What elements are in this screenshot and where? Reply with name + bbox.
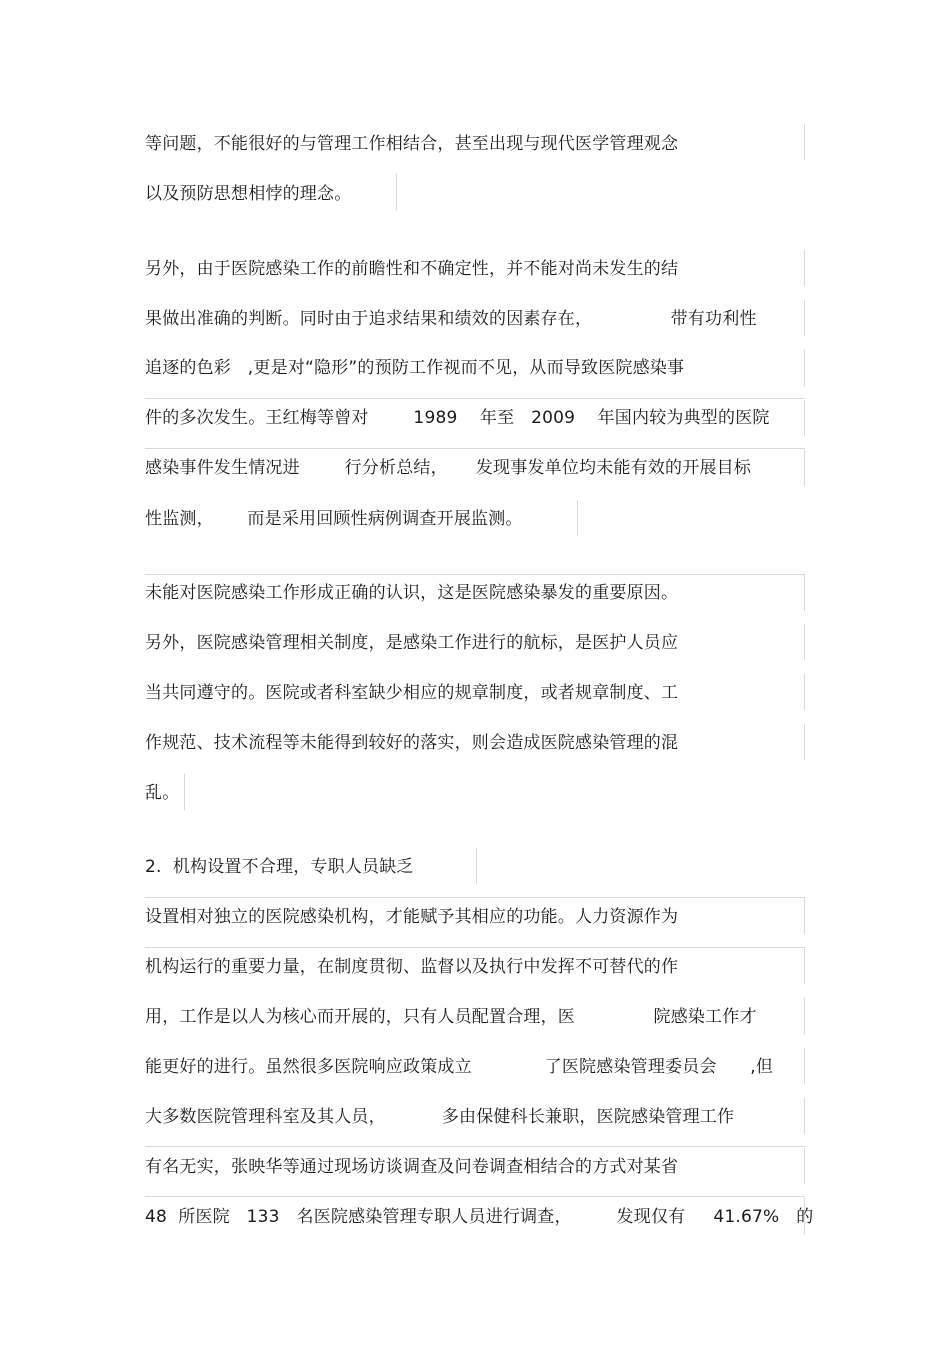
scan-artifact-vbar	[577, 500, 578, 536]
text-line: 作规范、技术流程等未能得到较好的落实，则会造成医院感染管理的混	[145, 733, 679, 753]
scan-artifact-vbar	[804, 624, 805, 660]
scan-artifact-vbar	[804, 575, 805, 611]
scan-artifact-vbar	[804, 674, 805, 710]
scan-artifact-vbar	[804, 250, 805, 286]
scan-artifact-vbar	[804, 948, 805, 984]
scan-artifact-vbar	[804, 724, 805, 760]
scan-artifact-vbar	[476, 848, 477, 884]
text-line: 感染事件发生情况进 行分析总结， 发现事发单位均未能有效的开展目标	[145, 458, 752, 478]
scan-artifact-rule	[145, 1196, 805, 1197]
scan-artifact-rule	[145, 574, 805, 575]
scan-artifact-vbar	[804, 450, 805, 486]
scan-artifact-vbar	[804, 998, 805, 1034]
scan-artifact-vbar	[804, 300, 805, 336]
text-line: 果做出准确的判断。同时由于追求结果和绩效的因素存在， 带有功利性	[145, 309, 757, 329]
scan-artifact-vbar	[804, 124, 805, 160]
scan-artifact-rule	[145, 947, 805, 948]
text-line: 设置相对独立的医院感染机构，才能赋予其相应的功能。人力资源作为	[145, 907, 679, 927]
scan-artifact-vbar	[804, 1148, 805, 1184]
scan-artifact-vbar	[804, 400, 805, 436]
text-line: 未能对医院感染工作形成正确的认识，这是医院感染暴发的重要原因。	[145, 583, 679, 603]
text-line: 能更好的进行。虽然很多医院响应政策成立 了医院感染管理委员会 ,但	[145, 1057, 774, 1077]
scan-artifact-vbar	[804, 1048, 805, 1084]
scan-artifact-rule	[145, 897, 805, 898]
text-line: 机构运行的重要力量，在制度贯彻、监督以及执行中发挥不可替代的作	[145, 957, 679, 977]
text-line: 用，工作是以人为核心而开展的，只有人员配置合理，医 院感染工作才	[145, 1007, 757, 1027]
text-line: 另外，医院感染管理相关制度，是感染工作进行的航标，是医护人员应	[145, 633, 679, 653]
scan-artifact-vbar	[804, 1098, 805, 1134]
text-line: 另外，由于医院感染工作的前瞻性和不确定性，并不能对尚未发生的结	[145, 259, 679, 279]
scan-artifact-rule	[145, 398, 805, 399]
scan-artifact-vbar	[184, 774, 185, 810]
text-line: 当共同遵守的。医院或者科室缺少相应的规章制度，或者规章制度、工	[145, 683, 679, 703]
scan-artifact-rule	[145, 1146, 805, 1147]
text-line: 大多数医院管理科室及其人员， 多由保健科长兼职，医院感染管理工作	[145, 1107, 735, 1127]
text-line: 性监测， 而是采用回顾性病例调查开展监测。	[145, 509, 523, 529]
text-line: 乱。	[145, 783, 180, 803]
text-line: 等问题，不能很好的与管理工作相结合，甚至出现与现代医学管理观念	[145, 134, 679, 154]
text-line: 追逐的色彩 ,更是对“隐形”的预防工作视而不见，从而导致医院感染事	[145, 358, 685, 378]
text-line: 件的多次发生。王红梅等曾对 1989 年至 2009 年国内较为典型的医院	[145, 408, 770, 428]
text-line: 有名无实，张映华等通过现场访谈调查及问卷调查相结合的方式对某省	[145, 1157, 679, 1177]
scan-artifact-vbar	[396, 174, 397, 210]
text-line: 以及预防思想相悖的理念。	[145, 184, 352, 204]
scan-artifact-vbar	[804, 350, 805, 386]
scan-artifact-vbar	[804, 898, 805, 934]
section-heading: 2. 机构设置不合理，专职人员缺乏	[145, 857, 414, 877]
scan-artifact-rule	[145, 448, 805, 449]
text-line: 48 所医院 133 名医院感染管理专职人员进行调查， 发现仅有 41.67% 的	[145, 1207, 814, 1227]
